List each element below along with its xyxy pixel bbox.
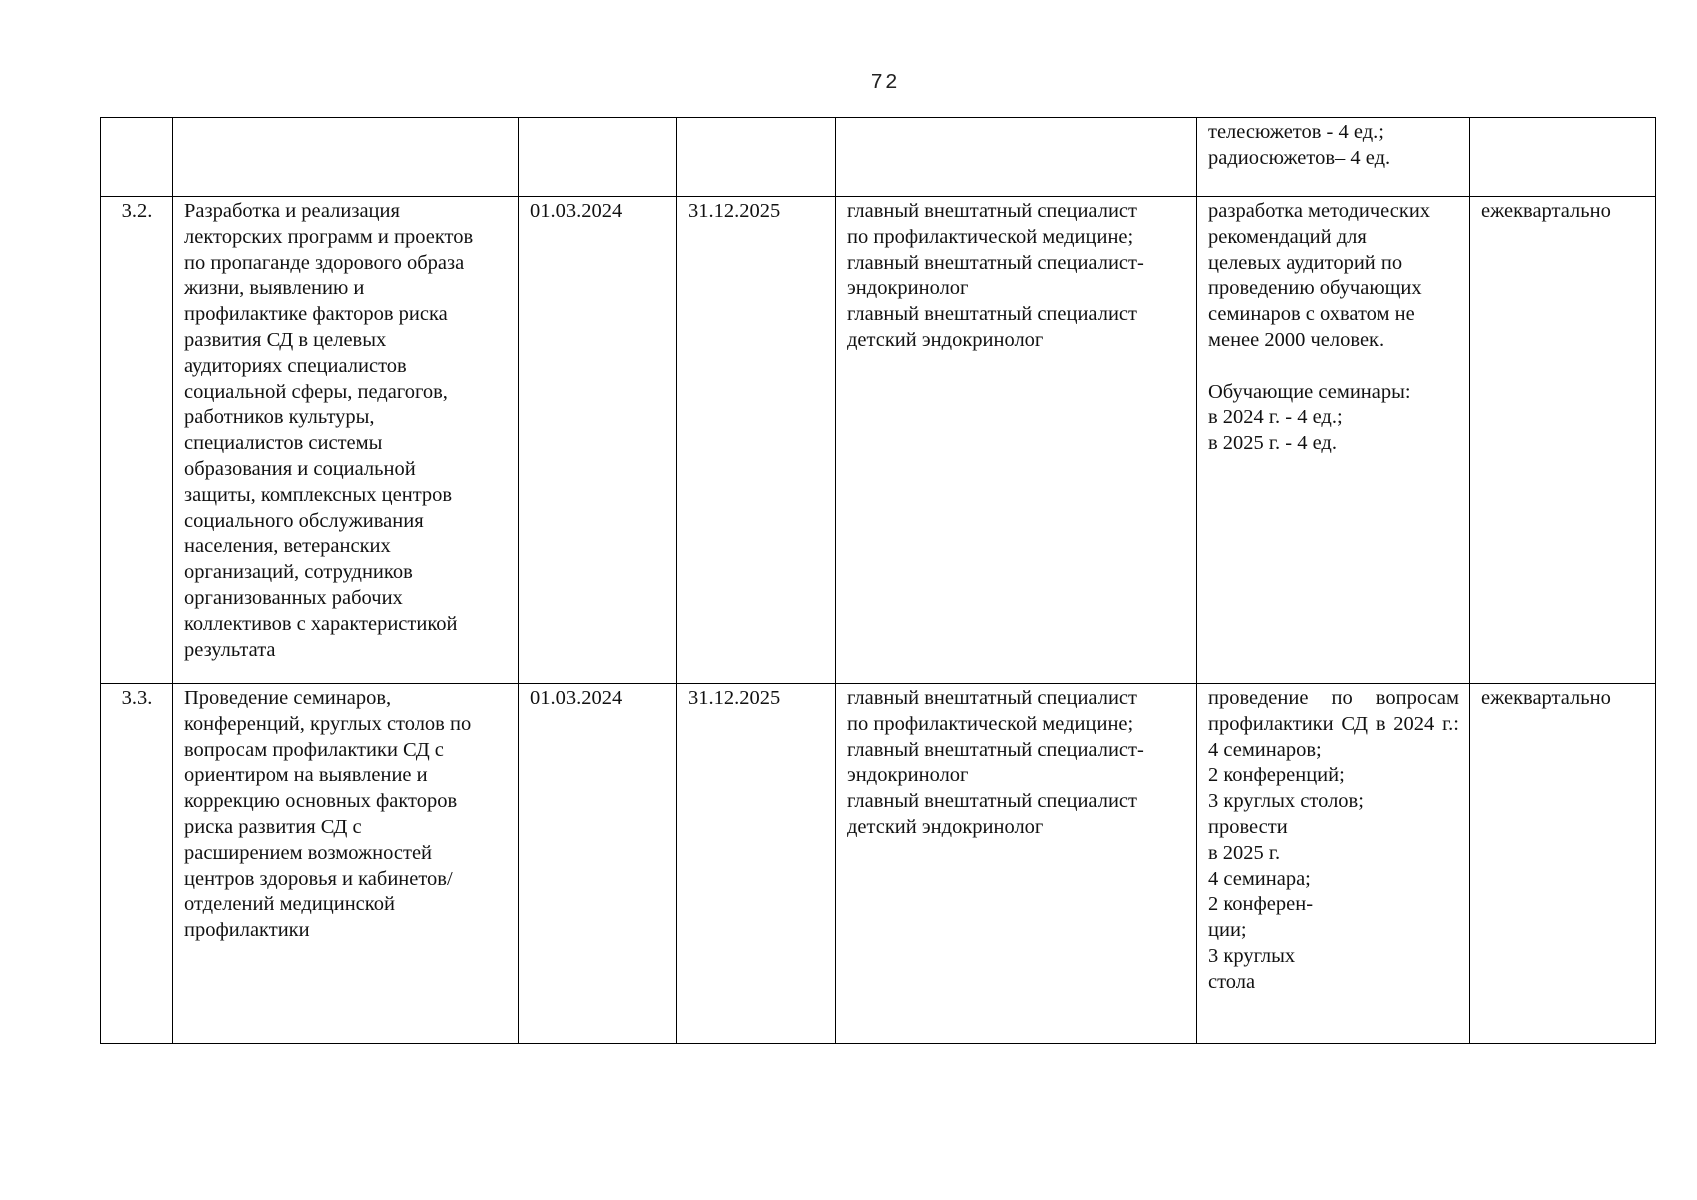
row-number-cell: 3.3. [101,684,173,1044]
start-date-cell: 01.03.2024 [519,197,677,684]
responsible-cell: главный внештатный специалист по профилактической медицине; главный внештатный специалист- эндокринолог главный внештатный специалист детский эндокринолог [836,684,1197,1044]
start-date-cell [519,118,677,197]
activity-cell: Проведение семинаров, конференций, круглых столов по вопросам профилактики СД с ориентиром на выявление и коррекцию основных факторов риска развития СД с расширением возможностей центров здоровья и кабинетов/ отделений медицинской профилактики [173,684,519,1044]
end-date-cell: 31.12.2025 [677,197,836,684]
row-number-cell: 3.2. [101,197,173,684]
activity-cell [173,118,519,197]
frequency-cell [1470,118,1656,197]
start-date-cell: 01.03.2024 [519,684,677,1044]
end-date-cell [677,118,836,197]
responsible-cell [836,118,1197,197]
table-row [101,684,1656,1044]
activity-cell: Разработка и реализация лекторских программ и проектов по пропаганде здорового образа жизни, выявлению и профилактике факторов риска развития СД в целевых аудиториях специалистов социальной сферы, педагогов, работников культуры, специалистов системы образования и социальной защиты, комплексных центров социального обслуживания населения, ветеранских организаций, сотрудников организованных рабочих коллективов с характеристикой результата [173,197,519,684]
table-row-continuation [101,118,1656,197]
page-number: 72 [870,72,900,95]
end-date-cell: 31.12.2025 [677,684,836,1044]
frequency-cell: ежеквартально [1470,684,1656,1044]
row-number-cell [101,118,173,197]
frequency-cell: ежеквартально [1470,197,1656,684]
measures-table [100,117,1656,1044]
responsible-cell: главный внештатный специалист по профилактической медицине; главный внештатный специалист- эндокринолог главный внештатный специалист детский эндокринолог [836,197,1197,684]
result-cell: телесюжетов - 4 ед.; радиосюжетов– 4 ед. [1197,118,1470,197]
result-cell: разработка методических рекомендаций для целевых аудиторий по проведению обучающих семинаров с охватом не менее 2000 человек. Обучающие семинары: в 2024 г. - 4 ед.; в 2025 г. - 4 ед. [1197,197,1470,684]
table-row [101,197,1656,684]
result-cell: проведение по вопросам профилактики СД в 2024 г.: 4 семинаров; 2 конференций; 3 круглых столов; провести в 2025 г. 4 семинара; 2 конферен- ции; 3 круглых стола [1197,684,1470,1044]
